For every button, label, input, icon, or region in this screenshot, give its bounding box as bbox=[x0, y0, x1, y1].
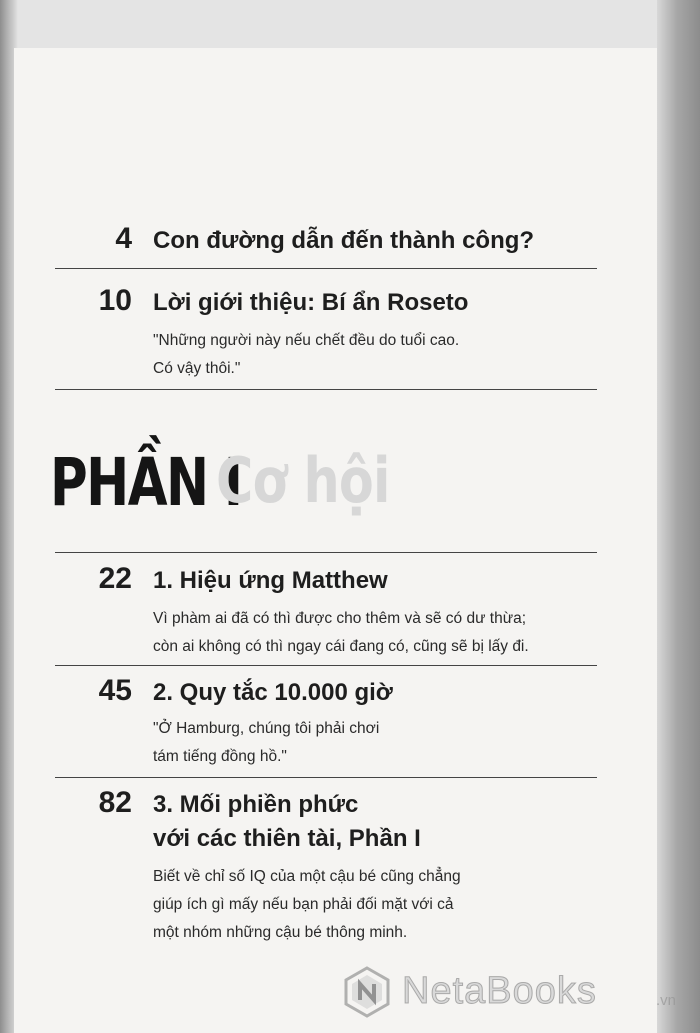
chapter-desc-line: Biết về chỉ số IQ của một cậu bé cũng chẳng bbox=[153, 868, 461, 885]
page-number: 10 bbox=[98, 284, 132, 317]
chapter-desc-line: một nhóm những cậu bé thông minh. bbox=[153, 924, 408, 941]
watermark-brand: NetaBooks bbox=[402, 970, 597, 1012]
chapter-desc-line: Vì phàm ai đã có thì được cho thêm và sẽ có dư thừa; bbox=[153, 610, 527, 627]
scan-right-margin bbox=[657, 0, 700, 1033]
page-number: 22 bbox=[98, 562, 132, 595]
netabooks-logo-icon bbox=[344, 966, 390, 1018]
chapter-desc-line: giúp ích gì mấy nếu bạn phải đối mặt với cả bbox=[153, 896, 454, 913]
entry-title: Con đường dẫn đến thành công? bbox=[153, 227, 535, 254]
chapter-desc-line: còn ai không có thì ngay cái đang có, cũng sẽ bị lấy đi. bbox=[153, 638, 529, 655]
chapter-title: 3. Mối phiền phức bbox=[153, 791, 359, 818]
divider-rule bbox=[55, 665, 597, 666]
page-number: 82 bbox=[98, 786, 132, 819]
divider-rule bbox=[55, 268, 597, 269]
divider-rule bbox=[55, 552, 597, 553]
chapter-quote-line: "Ở Hamburg, chúng tôi phải chơi bbox=[153, 720, 380, 737]
chapter-quote-line: tám tiếng đồng hồ." bbox=[153, 748, 287, 765]
divider-rule bbox=[55, 389, 597, 390]
part-heading bbox=[50, 444, 390, 524]
page-number: 4 bbox=[115, 222, 132, 255]
chapter-title: với các thiên tài, Phần I bbox=[153, 825, 421, 852]
part-topic: Cơ hội bbox=[216, 444, 390, 517]
page-number: 45 bbox=[98, 674, 132, 707]
entry-title: Lời giới thiệu: Bí ẩn Roseto bbox=[153, 289, 469, 316]
part-label: PHẦN I bbox=[50, 444, 242, 521]
divider-rule bbox=[55, 777, 597, 778]
entry-quote-line: "Những người này nếu chết đều do tuổi cao. bbox=[153, 332, 460, 349]
chapter-title: 2. Quy tắc 10.000 giờ bbox=[153, 679, 393, 706]
netabooks-watermark bbox=[344, 964, 684, 1024]
entry-quote-line: Có vậy thôi." bbox=[153, 360, 241, 377]
chapter-title: 1. Hiệu ứng Matthew bbox=[153, 567, 388, 594]
watermark-suffix: .vn bbox=[656, 992, 677, 1009]
